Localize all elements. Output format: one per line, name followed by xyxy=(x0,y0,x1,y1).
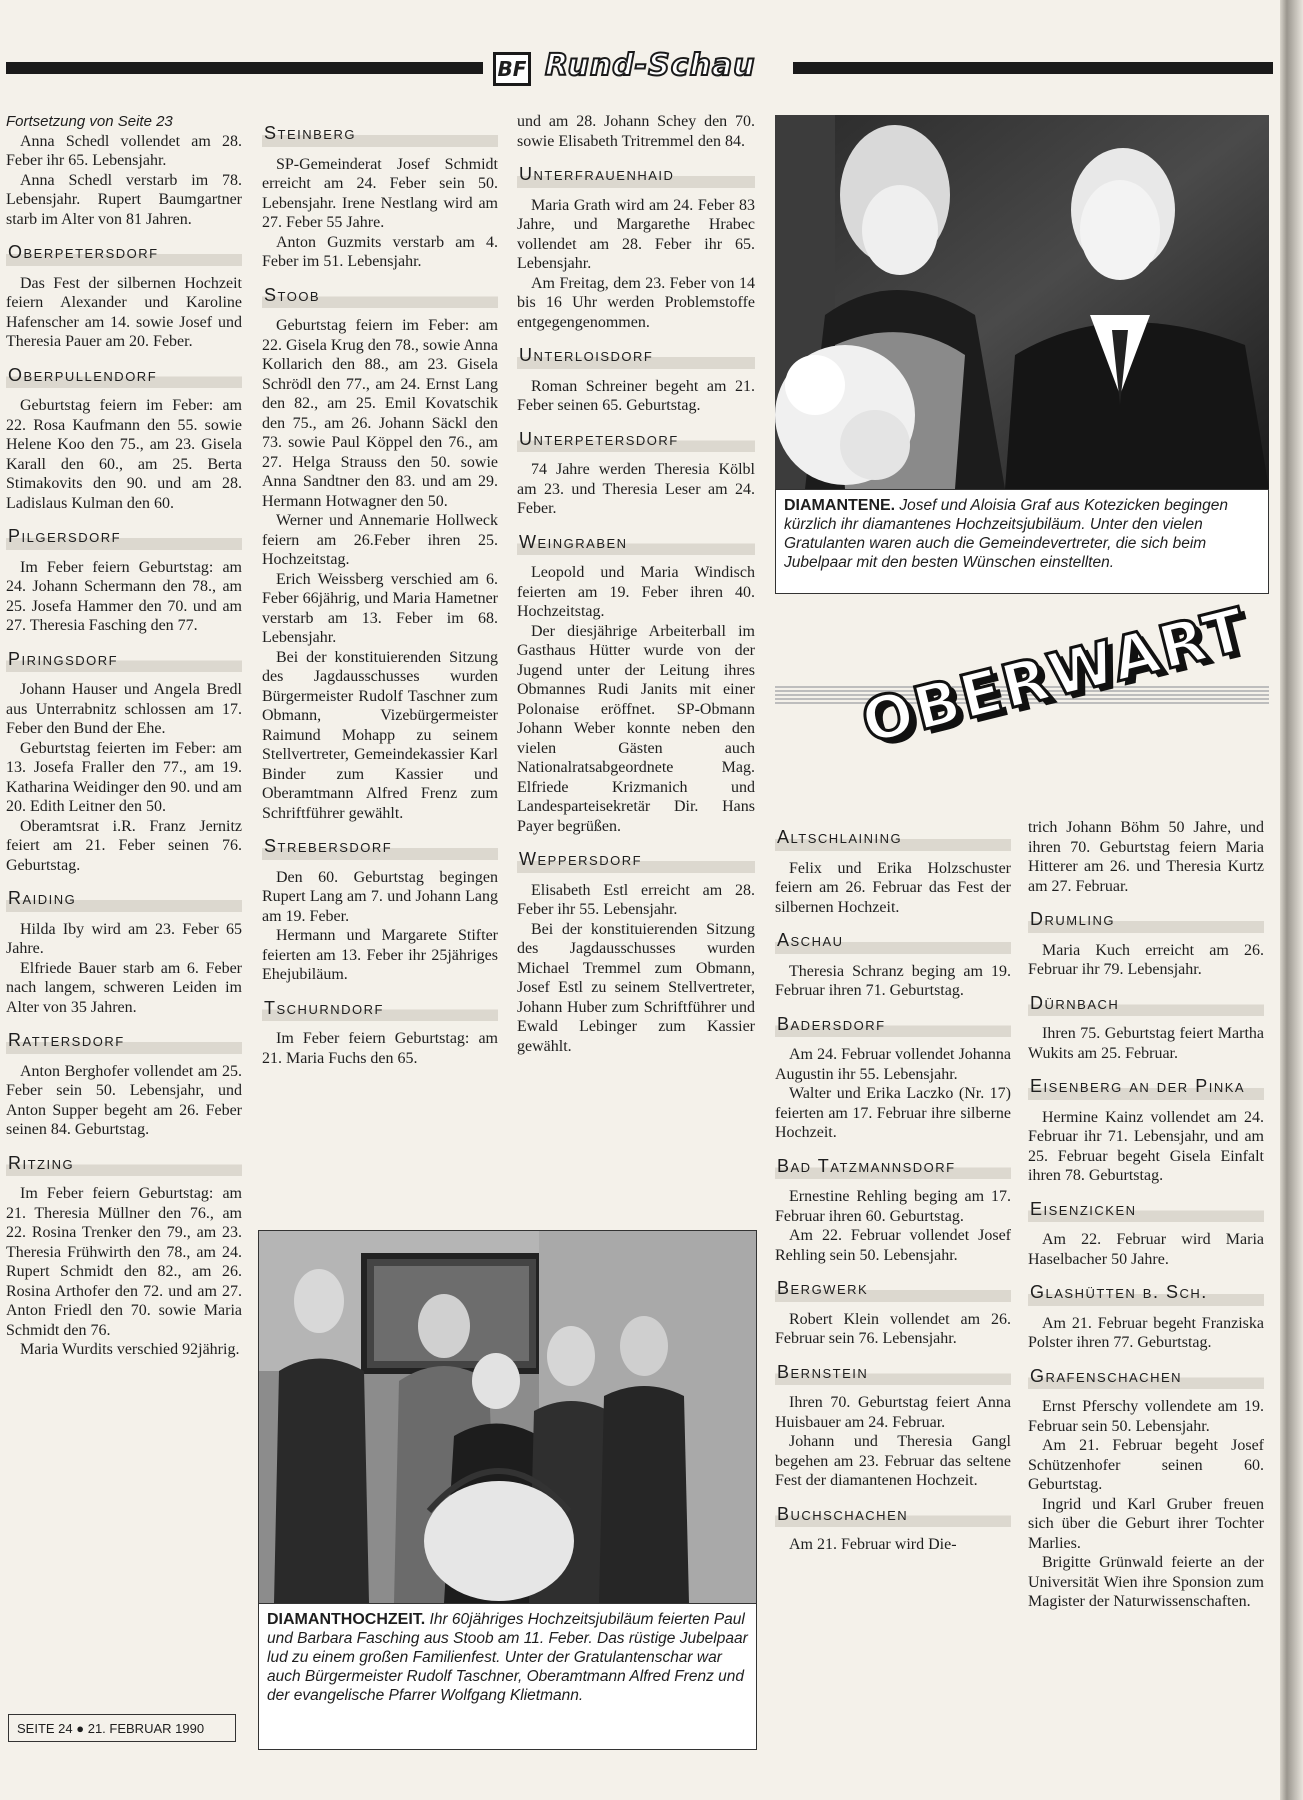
news-paragraph: Roman Schreiner begeht am 21. Feber seinen 65. Geburtstag. xyxy=(517,377,755,414)
news-paragraph: Ingrid und Karl Gruber freuen sich über die Geburt ihrer Tochter Marlies. xyxy=(1028,1495,1264,1552)
place-heading: Stoob xyxy=(262,282,498,309)
place-heading: Oberpetersdorf xyxy=(6,239,242,266)
place-heading: Ritzing xyxy=(6,1150,242,1177)
news-paragraph: Anton Guzmits verstarb am 4. Feber im 51. Lebensjahr. xyxy=(262,233,498,270)
page-footer: SEITE 24 ● 21. FEBRUAR 1990 xyxy=(8,1714,236,1742)
news-paragraph: Felix und Erika Holzschuster feiern am 26. Februar das Fest der silbernen Hochzeit. xyxy=(775,859,1011,916)
place-heading: Eisenberg an der Pinka xyxy=(1028,1073,1264,1100)
place-heading: Weingraben xyxy=(517,529,755,556)
place-heading: Eisenzicken xyxy=(1028,1196,1264,1223)
place-heading: Rattersdorf xyxy=(6,1027,242,1054)
place-heading: Tschurndorf xyxy=(262,995,498,1022)
section-banner-title: OBERWART xyxy=(855,594,1255,758)
news-paragraph: Erich Weissberg verschied am 6. Feber 66jährig, und Maria Hametner verstarb am 13. Feber im 68. Lebensjahr. xyxy=(262,570,498,646)
news-paragraph: Anna Schedl verstarb im 78. Lebensjahr. Rupert Baumgartner starb im Alter von 81 Jahren. xyxy=(6,171,242,228)
place-heading: Grafenschachen xyxy=(1028,1363,1264,1390)
caption-lead: DIAMANTENE. xyxy=(784,497,896,514)
news-paragraph: Geburtstag feierten im Feber: am 13. Josefa Fraller den 77., am 19. Katharina Weidinger den 90. und am 20. Edith Leitner den 50. xyxy=(6,739,242,815)
continued-from: Fortsetzung von Seite 23 xyxy=(6,113,173,130)
news-paragraph: Maria Kuch erreicht am 26. Februar ihr 79. Lebensjahr. xyxy=(1028,941,1264,978)
place-heading: Weppersdorf xyxy=(517,846,755,873)
column-2 xyxy=(262,110,498,1068)
place-heading: Oberpullendorf xyxy=(6,362,242,389)
photo-diamond-wedding-group xyxy=(258,1230,757,1604)
place-heading: Buchschachen xyxy=(775,1501,1011,1528)
news-paragraph: Oberamtsrat i.R. Franz Jernitz feiert am 21. Feber seinen 76. Geburtstag. xyxy=(6,817,242,874)
column-5 xyxy=(1028,818,1264,1612)
news-paragraph: SP-Gemeinderat Josef Schmidt erreicht am 24. Feber sein 50. Lebensjahr. Irene Nestlang wird am 27. Feber 55 Jahre. xyxy=(262,155,498,231)
place-heading: Badersdorf xyxy=(775,1011,1011,1038)
news-paragraph: Werner und Annemarie Hollweck feiern am 26.Feber ihren 25. Hochzeitstag. xyxy=(262,512,498,568)
group-photo-image xyxy=(259,1231,756,1603)
news-paragraph: Brigitte Grünwald feierte an der Universität Wien ihre Sponsion zum Magister der Naturwissenschaften. xyxy=(1028,1554,1264,1610)
news-paragraph: Johann und Theresia Gangl begehen am 23. Februar das seltene Fest der diamantenen Hochzeit. xyxy=(775,1433,1011,1489)
place-heading: Unterfrauenhaid xyxy=(517,161,755,188)
place-heading: Steinberg xyxy=(262,120,498,147)
news-paragraph: Leopold und Maria Windisch feierten am 19. Feber ihren 40. Hochzeitstag. xyxy=(517,564,755,620)
news-paragraph: Maria Wurdits verschied 92jährig. xyxy=(20,1341,240,1358)
place-heading: Dürnbach xyxy=(1028,990,1264,1017)
place-heading: Raiding xyxy=(6,885,242,912)
news-paragraph: Ihren 75. Geburtstag feiert Martha Wukits am 25. Februar. xyxy=(1028,1025,1264,1062)
news-paragraph: Am 21. Februar begeht Josef Schützenhofer seinen 60. Geburtstag. xyxy=(1028,1437,1264,1493)
news-paragraph: Ihren 70. Geburtstag feiert Anna Huisbauer am 24. Februar. xyxy=(775,1394,1011,1431)
caption-lead: DIAMANTHOCHZEIT. xyxy=(267,1611,426,1628)
news-paragraph: Bei der konstituierenden Sitzung des Jagdausschusses wurden Michael Tremmel zum Obmann, Josef Estl zu seinem Stellvertreter, Johann Huber zum Schriftführer und Ewald Lebinger zum Kassier gewählt. xyxy=(517,920,755,1055)
news-paragraph: 74 Jahre werden Theresia Kölbl am 23. und Theresia Leser am 24. Feber. xyxy=(517,461,755,517)
news-paragraph: Im Feber feiern Geburtstag: am 21. Theresia Müllner den 76., am 22. Rosina Trenker den 79., am 23. Theresia Frühwirth den 78., am 24. Rupert Schmidt den 82., am 26. Rosina Arthofer den 72. und am 27. Anton Friedl den 70. sowie Maria Schmidt den 76. xyxy=(6,1185,242,1339)
column-3 xyxy=(517,112,755,1056)
news-paragraph: Robert Klein vollendet am 26. Februar sein 76. Lebensjahr. xyxy=(775,1310,1011,1347)
place-heading: Piringsdorf xyxy=(6,646,242,673)
news-paragraph: Johann Hauser und Angela Bredl aus Unterrabnitz schlossen am 17. Feber den Bund der Ehe. xyxy=(6,681,242,737)
news-paragraph: Ernestine Rehling beging am 17. Februar ihren 60. Geburtstag. xyxy=(775,1188,1011,1225)
news-paragraph: Das Fest der silbernen Hochzeit feiern Alexander und Karoline Hafenscher am 14. sowie Josef und Theresia Pauer am 20. Feber. xyxy=(6,274,242,350)
photo-top-caption xyxy=(775,489,1269,594)
masthead-rule-left xyxy=(6,62,483,74)
masthead-logo: BF xyxy=(493,52,531,86)
news-paragraph: Hilda Iby wird am 23. Feber 65 Jahre. xyxy=(6,920,242,957)
place-heading: Bernstein xyxy=(775,1359,1011,1386)
news-paragraph: Theresia Schranz beging am 19. Februar ihren 71. Geburtstag. xyxy=(775,962,1011,999)
news-paragraph: und am 28. Johann Schey den 70. sowie Elisabeth Tritremmel den 84. xyxy=(517,113,755,150)
column-1 xyxy=(6,112,242,1360)
news-paragraph: Im Feber feiern Geburtstag: am 21. Maria Fuchs den 65. xyxy=(262,1030,498,1067)
caption-text: Josef und Aloisia Graf aus Kotezicken begingen kürzlich ihr diamantenes Hochzeitsjubiläum. Unter den vielen Gratulanten waren auch die Gemeindevertreter, die sich beim Jubelpaar mit den besten Wünschen einstellten. xyxy=(784,497,1228,571)
place-heading: Bergwerk xyxy=(775,1275,1011,1302)
page-edge xyxy=(1280,0,1303,1800)
news-paragraph: Der diesjährige Arbeiterball im Gasthaus Hütter wurde von der Jugend unter der Leitung ihres Obmannes Rudi Janits mit einer Polonaise eröffnet. SP-Obmann Johann Weber konnte neben den vielen Gästen auch Nationalratsabgeordnete Mag. Elfriede Krizmanich und Landesparteisekretär Dir. Hans Payer begrüßen. xyxy=(517,622,755,835)
news-paragraph: Am 22. Februar wird Maria Haselbacher 50 Jahre. xyxy=(1028,1231,1264,1268)
photo-bottom-caption xyxy=(258,1604,757,1750)
place-heading: Aschau xyxy=(775,927,1011,954)
place-heading: Bad Tatzmannsdorf xyxy=(775,1153,1011,1180)
news-paragraph: Elisabeth Estl erreicht am 28. Feber ihr 55. Lebensjahr. xyxy=(517,881,755,918)
news-paragraph: Walter und Erika Laczko (Nr. 17) feierten am 17. Februar ihre silberne Hochzeit. xyxy=(775,1085,1011,1141)
news-paragraph: Im Feber feiern Geburtstag: am 24. Johann Schermann den 78., am 25. Josefa Hammer den 70. und am 27. Theresia Fasching den 77. xyxy=(6,558,242,634)
news-paragraph: Maria Grath wird am 24. Feber 83 Jahre, und Margarethe Hrabec vollendet am 28. Feber ihr 65. Lebensjahr. xyxy=(517,196,755,272)
place-heading: Drumling xyxy=(1028,906,1264,933)
news-paragraph: Ernst Pferschy vollendete am 19. Februar sein 50. Lebensjahr. xyxy=(1028,1398,1264,1435)
place-heading: Unterloisdorf xyxy=(517,342,755,369)
place-heading: Pilgersdorf xyxy=(6,523,242,550)
news-paragraph: Am 21. Februar begeht Franziska Polster ihren 77. Geburtstag. xyxy=(1028,1314,1264,1351)
news-paragraph: Anton Berghofer vollendet am 25. Feber sein 50. Lebensjahr, und Anton Supper begeht am 26. Feber seinen 84. Geburtstag. xyxy=(6,1062,242,1138)
news-paragraph: Anna Schedl vollendet am 28. Feber ihr 65. Lebensjahr. xyxy=(6,132,242,169)
couple-photo-image xyxy=(775,115,1269,489)
news-paragraph: trich Johann Böhm 50 Jahre, und ihren 70. Geburtstag feiern Maria Hitterer am 26. und Theresia Kurtz am 27. Februar. xyxy=(1028,819,1264,895)
news-paragraph: Am Freitag, dem 23. Feber von 14 bis 16 Uhr werden Problemstoffe entgegengenommen. xyxy=(517,274,755,331)
news-paragraph: Am 24. Februar vollendet Johanna Augustin ihr 55. Lebensjahr. xyxy=(775,1046,1011,1083)
news-paragraph: Am 22. Februar vollendet Josef Rehling sein 50. Lebensjahr. xyxy=(775,1227,1011,1264)
place-heading: Altschlaining xyxy=(775,824,1011,851)
news-paragraph: Hermann und Margarete Stifter feierten am 13. Feber ihr 25jähriges Ehejubiläum. xyxy=(262,927,498,983)
news-paragraph: Hermine Kainz vollendet am 24. Februar ihr 71. Lebensjahr, und am 25. Februar begeht Gisela Einfalt ihren 78. Geburtstag. xyxy=(1028,1108,1264,1184)
photo-diamond-couple xyxy=(775,115,1269,489)
news-paragraph: Bei der konstituierenden Sitzung des Jagdausschusses wurden Bürgermeister Rudolf Taschner zum Obmann, Vizebürgermeister Raimund Mohapp zu seinem Stellvertreter, Gemeindekassier Karl Binder zum Kassier und Oberamtmann Alfred Frenz zum Schriftführer gewählt. xyxy=(262,648,498,822)
place-heading: Unterpetersdorf xyxy=(517,426,755,453)
caption-text: Ihr 60jähriges Hochzeitsjubiläum feierten Paul und Barbara Fasching aus Stoob am 11. Feber. Das rüstige Jubelpaar lud zu einem großen Familienfest. Unter der Gratulantenschar war auch Bürgermeister Rudolf Taschner, Oberamtmann Alfred Frenz und der evangelische Pfarrer Wolfgang Klietmann. xyxy=(267,1611,748,1704)
masthead-section-title: Rund-Schau xyxy=(545,48,756,83)
place-heading: Strebersdorf xyxy=(262,833,498,860)
place-heading: Glashütten b. Sch. xyxy=(1028,1279,1264,1306)
news-paragraph: Am 21. Februar wird Die- xyxy=(789,1536,957,1553)
news-paragraph: Elfriede Bauer starb am 6. Feber nach langem, schweren Leiden im Alter von 35 Jahren. xyxy=(6,959,242,1016)
news-paragraph: Geburtstag feiern im Feber: am 22. Gisela Krug den 78., sowie Anna Kollarich den 88., am 23. Gisela Schrödl den 77., am 24. Ernst Lang den 82., am 25. Emil Kovatschik den 75., am 26. Johann Säckl den 73. sowie Paul Köppel den 76., am 27. Helga Strauss den 50. sowie Anna Sandtner den 83. und am 29. Hermann Hotwagner den 50. xyxy=(262,317,498,510)
column-4 xyxy=(775,814,1011,1555)
news-paragraph: Geburtstag feiern im Feber: am 22. Rosa Kaufmann den 55. sowie Helene Koo den 75., am 23. Gisela Karall den 60., am 25. Berta Stimakovits den 90. und am 28. Ladislaus Kulman den 60. xyxy=(6,397,242,512)
masthead-rule-right xyxy=(793,62,1273,74)
news-paragraph: Den 60. Geburtstag begingen Rupert Lang am 7. und Johann Lang am 19. Feber. xyxy=(262,868,498,925)
